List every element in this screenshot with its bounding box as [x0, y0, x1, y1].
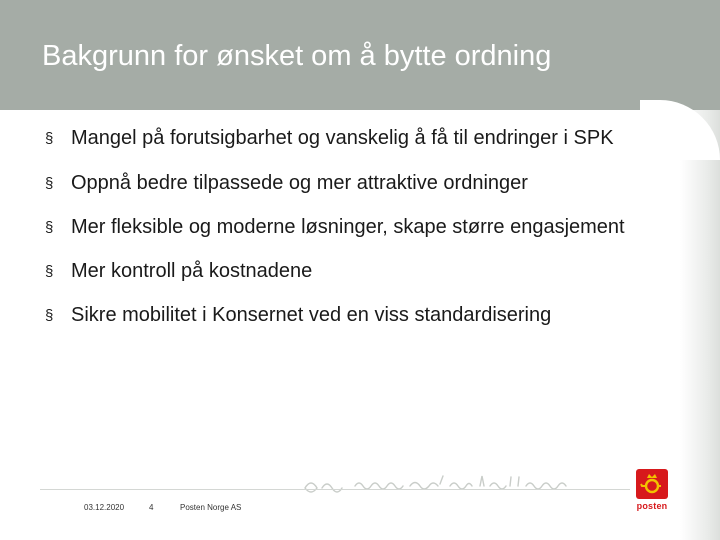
bullet-text: Sikre mobilitet i Konsernet ved en viss standardisering: [71, 304, 552, 326]
logo-box: [636, 469, 668, 499]
bullet-list: [45, 126, 645, 328]
bullet-marker: §: [45, 307, 54, 324]
bullet-text: Mer fleksible og moderne løsninger, skape større engasjement: [71, 216, 625, 238]
bullet-item: [45, 171, 645, 196]
bullet-item: [45, 259, 645, 284]
logo-label: posten: [636, 501, 668, 511]
bullet-text: Mer kontroll på kostnadene: [71, 260, 313, 282]
bullet-marker: §: [45, 263, 54, 280]
bullet-item: [45, 215, 645, 240]
footer-rule: [40, 489, 630, 490]
footer-company: Posten Norge AS: [180, 503, 242, 512]
header-band: [0, 0, 720, 110]
bullet-item: [45, 126, 645, 151]
bullet-marker: §: [45, 219, 54, 236]
bullet-marker: §: [45, 175, 54, 192]
posten-logo: [631, 469, 673, 515]
footer-page-number: 4: [149, 503, 154, 512]
tagline-signature: [300, 472, 600, 498]
right-shadow-edge: [680, 110, 720, 540]
bullet-text: Mangel på forutsigbarhet og vanskelig å få til endringer i SPK: [71, 127, 614, 149]
footer-date: 03.12.2020: [84, 503, 125, 512]
bullet-text: Oppnå bedre tilpassede og mer attraktive ordninger: [71, 172, 528, 194]
posthorn-crown-icon: [636, 469, 668, 499]
bullet-marker: §: [45, 130, 54, 147]
slide-title: Bakgrunn for ønsket om å bytte ordning: [42, 40, 552, 72]
bullet-item: [45, 303, 645, 328]
